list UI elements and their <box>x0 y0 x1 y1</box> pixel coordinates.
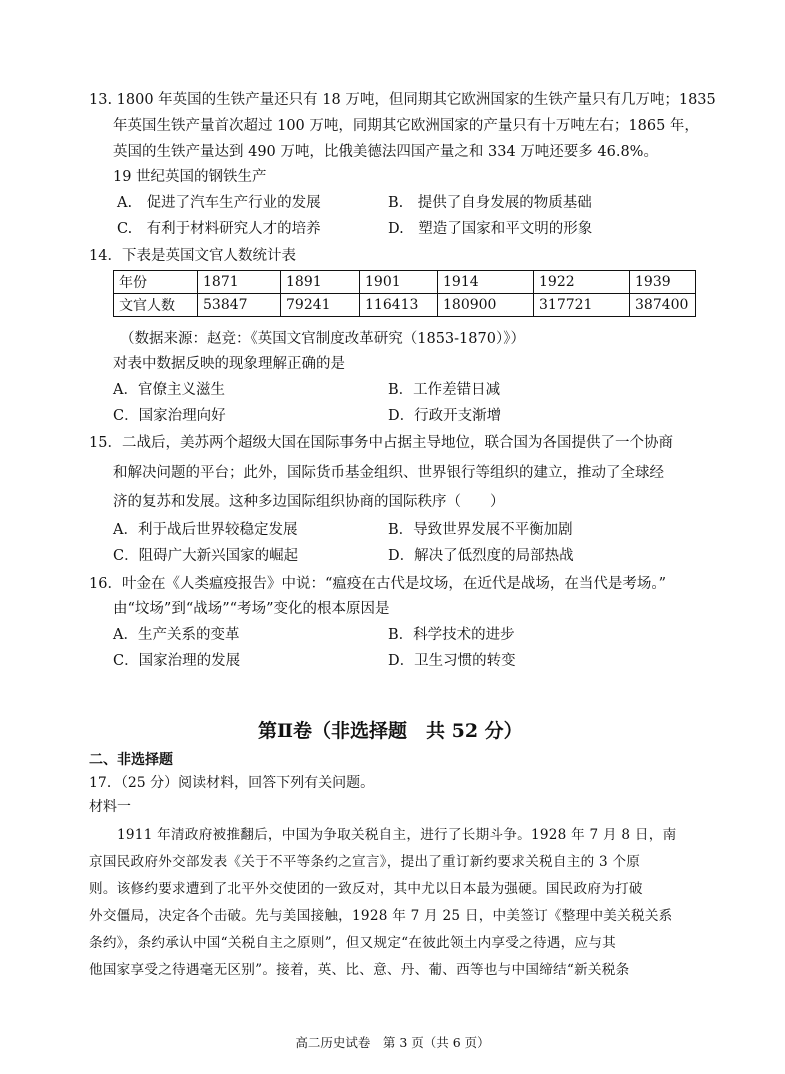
table-cell: 1871 <box>198 271 281 294</box>
part-2-title: 第Ⅱ卷（非选择题 共 52 分） <box>258 720 523 742</box>
table-cell: 文官人数 <box>114 294 198 317</box>
material-line-6: 他国家享受之待遇毫无区别”。接着，英、比、意、丹、葡、西等也与中国缔结“新关税条 <box>89 962 630 978</box>
page-footer: 高二历史试卷 第 3 页（共 6 页） <box>295 1035 490 1050</box>
table-cell: 53847 <box>198 294 281 317</box>
q16-line-1: 16．叶金在《人类瘟疫报告》中说：“瘟疫在古代是坟场，在近代是战场，在当代是考场。” <box>89 576 667 592</box>
q15-option-b: B．导致世界发展不平衡加剧 <box>388 522 573 538</box>
section-heading: 二、非选择题 <box>89 752 173 768</box>
table-cell: 317721 <box>534 294 630 317</box>
material-line-3: 则。该修约要求遭到了北平外交使团的一致反对，其中尤以日本最为强硬。国民政府为打破 <box>89 881 643 897</box>
q13-option-a: A. 促进了汽车生产行业的发展 <box>117 195 321 211</box>
q15-option-a: A．利于战后世界较稳定发展 <box>113 522 298 538</box>
q16-line-2: 由“坟场”到“战场”“考场”变化的根本原因是 <box>113 601 390 617</box>
table-cell: 1939 <box>630 271 696 294</box>
q15-option-d: D．解决了低烈度的局部热战 <box>388 548 574 564</box>
q16-option-b: B．科学技术的进步 <box>388 627 515 643</box>
q15-line-2: 和解决问题的平台；此外，国际货币基金组织、世界银行等组织的建立，推动了全球经 <box>113 465 664 481</box>
q14-source: （数据来源：赵竞：《英国文官制度改革研究（1853-1870）》） <box>120 331 525 347</box>
table-row <box>114 294 696 317</box>
q15-option-c: C．阻碍广大新兴国家的崛起 <box>113 548 299 564</box>
q14-option-d: D．行政开支渐增 <box>388 408 502 424</box>
table-cell: 116413 <box>360 294 438 317</box>
table-cell: 1891 <box>281 271 360 294</box>
q14-option-a: A．官僚主义滋生 <box>113 382 225 398</box>
table-cell: 79241 <box>281 294 360 317</box>
table-cell: 1922 <box>534 271 630 294</box>
q13-option-b: B. 提供了自身发展的物质基础 <box>388 195 592 211</box>
table-cell: 387400 <box>630 294 696 317</box>
material-label: 材料一 <box>89 799 131 815</box>
q16-option-d: D．卫生习惯的转变 <box>388 653 516 669</box>
table-row <box>114 271 696 294</box>
table-cell: 1914 <box>438 271 534 294</box>
q16-option-a: A．生产关系的变革 <box>113 627 240 643</box>
table-cell: 180900 <box>438 294 534 317</box>
q15-line-1: 15．二战后，美苏两个超级大国在国际事务中占据主导地位，联合国为各国提供了一个协商 <box>89 435 673 451</box>
q14-option-c: C．国家治理向好 <box>113 408 226 424</box>
material-line-2: 京国民政府外交部发表《关于不平等条约之宣言》，提出了重订新约要求关税自主的 3 个原 <box>89 854 641 870</box>
q14-option-b: B．工作差错日减 <box>388 382 501 398</box>
q13-option-d: D. 塑造了国家和平文明的形象 <box>388 221 593 237</box>
material-line-1: 1911 年清政府被推翻后，中国为争取关税自主，进行了长期斗争。1928 年 7 月 8 日，南 <box>117 827 677 843</box>
q14-intro: 14．下表是英国文官人数统计表 <box>89 248 296 264</box>
q17-intro: 17．（25 分）阅读材料，回答下列有关问题。 <box>89 775 375 791</box>
q15-line-3: 济的复苏和发展。这种多边国际组织协商的国际秩序（ ） <box>113 494 505 510</box>
q14-stem: 对表中数据反映的现象理解正确的是 <box>113 356 345 372</box>
q13-line-2: 年英国生铁产量首次超过 100 万吨，同期其它欧洲国家的产量只有十万吨左右；1865 年， <box>113 118 699 134</box>
table-cell: 1901 <box>360 271 438 294</box>
material-line-5: 条约》，条约承认中国“关税自主之原则”，但又规定“在彼此领土内享受之待遇，应与其 <box>89 935 617 951</box>
q13-line-3: 英国的生铁产量达到 490 万吨，比俄美德法四国产量之和 334 万吨还要多 46.8%。 <box>113 144 658 160</box>
civil-servant-table <box>113 270 696 317</box>
q13-line-4: 19 世纪英国的钢铁生产 <box>113 169 267 185</box>
q13-option-c: C. 有利于材料研究人才的培养 <box>117 221 321 237</box>
table-cell: 年份 <box>114 271 198 294</box>
q16-option-c: C．国家治理的发展 <box>113 653 241 669</box>
q13-line-1: 13. 1800 年英国的生铁产量还只有 18 万吨，但同期其它欧洲国家的生铁产量只有几万吨；1835 <box>89 92 716 108</box>
material-line-4: 外交僵局，决定各个击破。先与美国接触，1928 年 7 月 25 日，中美签订《整理中美关税关系 <box>89 908 673 924</box>
